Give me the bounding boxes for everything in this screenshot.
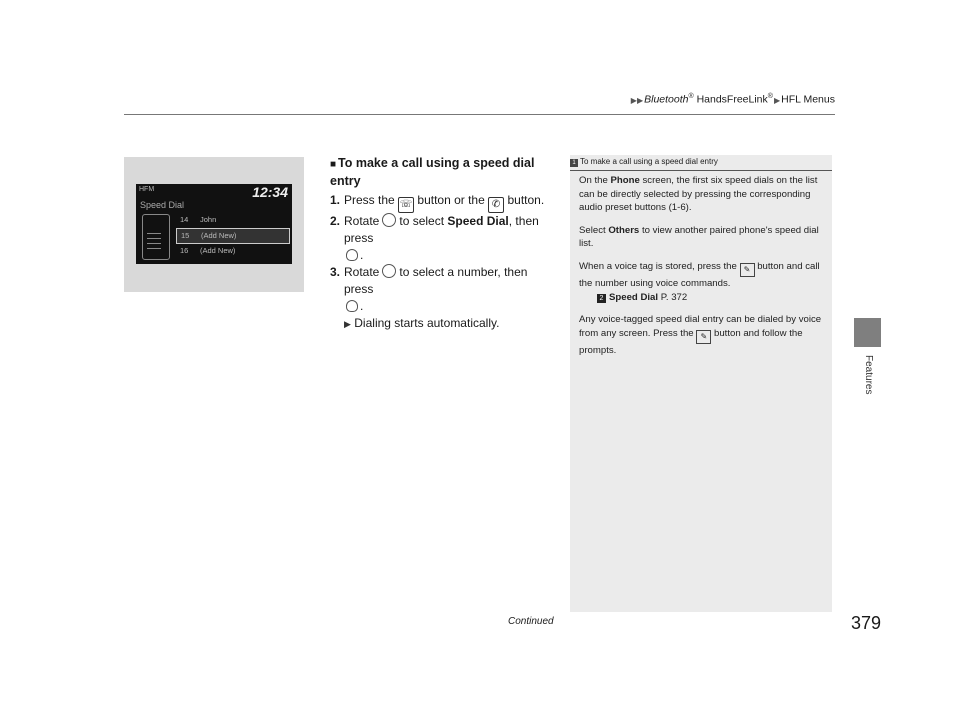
header-rule (124, 114, 835, 115)
step-1: 1. Press the ☏ button or the ✆ button. (330, 192, 560, 213)
speed-dial-row: 14 John (180, 215, 217, 224)
selector-knob-icon (382, 264, 396, 278)
cross-reference[interactable]: 2 Speed Dial P. 372 (579, 291, 825, 305)
note-marker-icon: 1 (570, 159, 578, 167)
phone-keypad-icon (142, 214, 170, 260)
speed-dial-row-selected: 15 (Add New) (176, 228, 290, 244)
press-knob-icon (346, 300, 358, 312)
breadcrumb-bluetooth: Bluetooth (644, 93, 689, 106)
screen-title: Speed Dial (140, 200, 185, 210)
step-3: 3. Rotate to select a number, then press . ▶ Dialing starts automatically. (330, 265, 528, 330)
note-paragraph: Select Others to view another paired phone's speed dial list. (579, 224, 819, 250)
talk-button-icon: ✎ (740, 263, 755, 277)
reference-icon: 2 (597, 294, 606, 303)
speed-dial-screen-illustration (136, 184, 292, 264)
speed-dial-row: 16 (Add New) (180, 246, 236, 255)
result-arrow-icon: ▶ (344, 319, 351, 329)
instructions (330, 155, 560, 333)
pick-up-button-icon: ✆ (488, 197, 504, 213)
chevron-right-icon: ▶ (773, 95, 781, 105)
note-body (579, 174, 825, 366)
step-2: 2. Rotate to select Speed Dial, then press . (330, 214, 539, 262)
selector-knob-icon (382, 213, 396, 227)
square-bullet-icon: ■ (330, 159, 337, 170)
continued-label: Continued (508, 616, 554, 627)
section-heading: ■ To make a call using a speed dial entry (330, 156, 535, 188)
talk-button-icon: ✎ (696, 330, 711, 344)
page-number: 379 (851, 613, 882, 633)
note-paragraph: On the Phone screen, the first six speed dials on the list can be directly selected by pressing the corresponding audio preset buttons (1-6). (579, 175, 818, 214)
note-header: 1 To make a call using a speed dial entry (570, 155, 832, 171)
breadcrumb-hfl-menus: HFL Menus (781, 93, 835, 106)
chevron-right-icon: ▶▶ (630, 95, 644, 105)
signal-icon: HFM (139, 186, 155, 193)
breadcrumb: ▶▶Bluetooth® HandsFreeLink®▶HFL Menus (630, 93, 835, 106)
note-paragraph: When a voice tag is stored, press the ✎ button and call the number using voice commands. (579, 260, 820, 289)
section-tab (854, 318, 881, 347)
phone-button-icon: ☏ (398, 197, 414, 213)
press-knob-icon (346, 249, 358, 261)
screen-clock: 12:34 (252, 184, 288, 200)
section-label: Features (863, 355, 874, 395)
note-paragraph: Any voice-tagged speed dial entry can be dialed by voice from any screen. Press the ✎ button and follow the prompts. (579, 314, 822, 356)
